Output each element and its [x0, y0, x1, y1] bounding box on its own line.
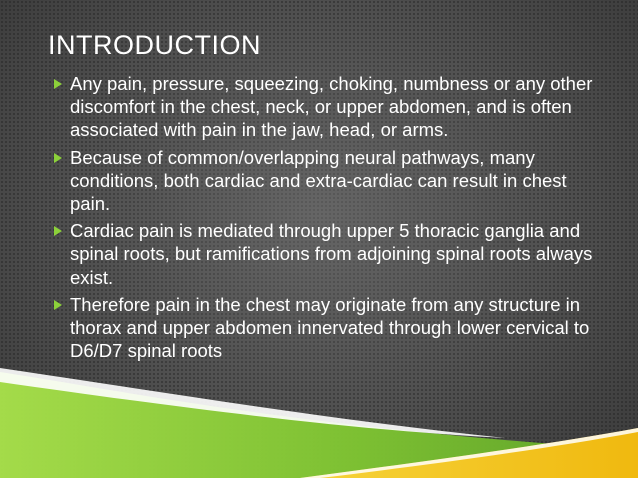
bullet-item	[48, 72, 596, 142]
triangle-right-icon	[54, 153, 62, 163]
bullet-list	[48, 72, 596, 366]
bullet-item	[48, 146, 596, 216]
triangle-right-icon	[54, 79, 62, 89]
bullet-text: Because of common/overlapping neural pathways, many conditions, both cardiac and extra-cardiac can result in chest pain.	[70, 146, 567, 215]
triangle-right-icon	[54, 226, 62, 236]
triangle-right-icon	[54, 300, 62, 310]
slide-title: INTRODUCTION	[48, 30, 261, 60]
bullet-text: Any pain, pressure, squeezing, choking, numbness or any other discomfort in the chest, neck, or upper abdomen, and is often associated with pain in the jaw, head, or arms.	[70, 73, 593, 141]
bullet-item	[48, 219, 596, 289]
bullet-text: Cardiac pain is mediated through upper 5 thoracic ganglia and spinal roots, but ramifications from adjoining spinal roots always exist.	[70, 220, 593, 288]
bullet-text: Therefore pain in the chest may originate from any structure in thorax and upper abdomen innervated through lower cervical to D6/D7 spinal roots	[70, 293, 590, 362]
bullet-item	[48, 293, 596, 363]
